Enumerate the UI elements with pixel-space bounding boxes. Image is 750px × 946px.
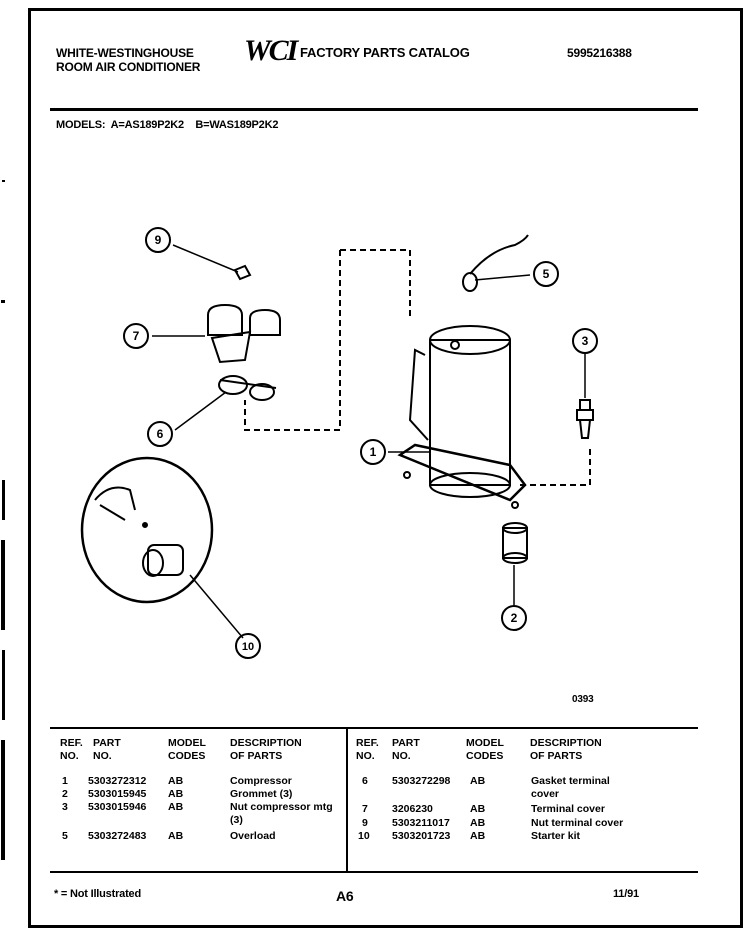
table-row-ref: 3	[62, 801, 68, 813]
leader-6	[175, 392, 226, 430]
catalog-number: 5995216388	[567, 46, 632, 60]
table-row-desc: Grommet (3)	[230, 788, 293, 800]
callout-5-label: 5	[542, 267, 550, 281]
table-row-codes: AB	[168, 801, 184, 813]
table-row-codes: AB	[470, 830, 486, 842]
table-row-ref: 9	[362, 817, 368, 829]
exploded-parts-diagram	[50, 220, 700, 720]
table-row-codes: AB	[168, 775, 184, 787]
table-row-desc: Overload	[230, 830, 276, 842]
header-part-left: PART NO.	[93, 737, 121, 762]
table-row-codes: AB	[470, 803, 486, 815]
table-row-part: 5303015946	[88, 801, 147, 813]
table-row-codes: AB	[470, 817, 486, 829]
table-row-ref: 1	[62, 775, 68, 787]
wire-path-left	[245, 250, 340, 430]
table-row-ref: 7	[362, 803, 368, 815]
leader-10	[190, 575, 243, 638]
table-row-part: 5303272312	[88, 775, 147, 787]
figure-code: 0393	[572, 694, 594, 705]
table-row-desc-cont: (3)	[230, 814, 243, 826]
leader-9	[173, 245, 238, 272]
catalog-date: 11/91	[613, 888, 639, 900]
table-row-part: 5303201723	[392, 830, 451, 842]
leader-5	[475, 275, 530, 280]
callout-1-label: 1	[369, 445, 377, 459]
callout-2-label: 2	[510, 611, 518, 625]
table-bottom-rule	[50, 871, 698, 873]
table-row-part: 5303211017	[392, 817, 450, 829]
table-row-ref: 10	[358, 830, 370, 842]
brand-line-1: WHITE-WESTINGHOUSE	[56, 46, 194, 60]
catalog-title: FACTORY PARTS CATALOG	[300, 45, 470, 60]
header-part-right: PART NO.	[392, 737, 420, 762]
not-illustrated-note: * = Not Illustrated	[54, 888, 141, 900]
callout-6-label: 6	[156, 427, 164, 441]
header-ref-left: REF. NO.	[60, 737, 83, 762]
terminal-cover	[208, 305, 280, 362]
table-row-codes: AB	[470, 775, 486, 787]
table-row-part: 3206230	[392, 803, 433, 815]
table-row-desc: Nut terminal cover	[531, 817, 624, 829]
table-row-desc: Compressor	[230, 775, 292, 787]
table-row-codes: AB	[168, 830, 184, 842]
wire-path-top	[340, 250, 410, 320]
callout-7-label: 7	[132, 329, 140, 343]
page-number: A6	[336, 888, 354, 904]
header-desc-left: DESCRIPTION OF PARTS	[230, 737, 302, 762]
wci-logo: WCI	[244, 34, 297, 67]
table-row-part: 5303272298	[392, 775, 451, 787]
table-top-rule	[50, 727, 698, 729]
header-model-right: MODEL CODES	[466, 737, 504, 762]
table-row-desc: Starter kit	[531, 830, 581, 842]
header-model-left: MODEL CODES	[168, 737, 206, 762]
table-row-desc: Nut compressor mtg	[230, 801, 333, 813]
table-row-desc: Terminal cover	[531, 803, 605, 815]
table-row-part: 5303272483	[88, 830, 147, 842]
table-row-ref: 5	[62, 830, 68, 842]
compressor	[400, 326, 525, 508]
header-rule	[50, 108, 698, 111]
brand-line-2: ROOM AIR CONDITIONER	[56, 60, 201, 74]
nut-compressor-mtg	[577, 400, 593, 438]
table-divider	[346, 729, 348, 871]
wire-path-right	[520, 445, 590, 485]
table-row-ref: 6	[362, 775, 368, 787]
table-row-desc-cont: cover	[531, 788, 560, 800]
scan-edge-marks	[0, 0, 8, 946]
table-row-desc: Gasket terminal	[531, 775, 610, 787]
header-ref-right: REF. NO.	[356, 737, 379, 762]
callout-9-label: 9	[154, 233, 162, 247]
overload-part	[463, 235, 528, 291]
table-row-part: 5303015945	[88, 788, 147, 800]
models-line: MODELS: A=AS189P2K2 B=WAS189P2K2	[56, 119, 279, 131]
table-row-codes: AB	[168, 788, 184, 800]
starter-kit-detail	[82, 458, 212, 602]
callout-3-label: 3	[581, 334, 589, 348]
table-row-ref: 2	[62, 788, 68, 800]
gasket-terminal-cover	[219, 376, 276, 400]
callout-10-label: 10	[241, 641, 255, 653]
header-desc-right: DESCRIPTION OF PARTS	[530, 737, 602, 762]
grommet	[503, 523, 527, 563]
